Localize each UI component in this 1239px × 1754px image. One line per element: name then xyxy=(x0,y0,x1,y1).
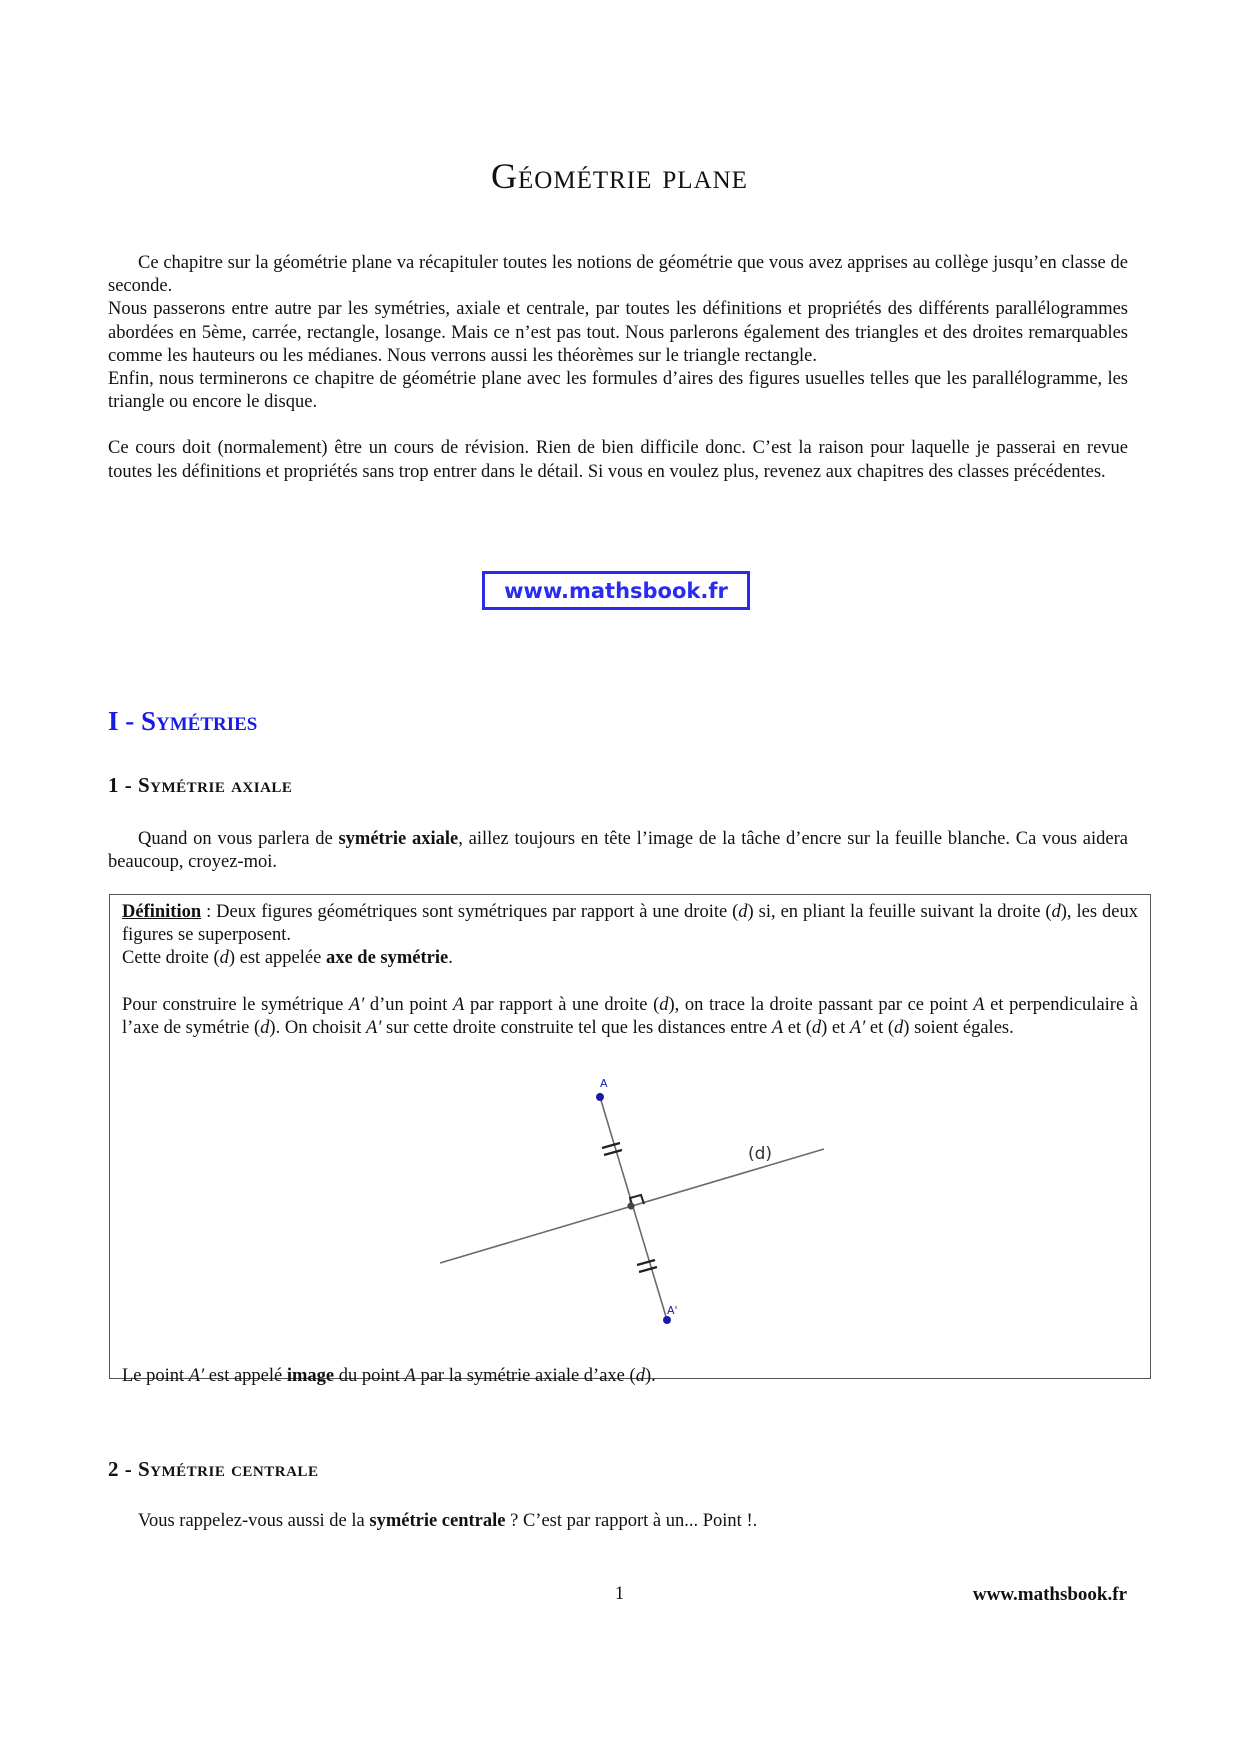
construct-text: par rapport à une droite ( xyxy=(464,994,660,1015)
intro-bold-term: symétrie axiale xyxy=(338,829,459,849)
website-link-box[interactable]: www.mathsbook.fr xyxy=(482,571,750,610)
var-d: d xyxy=(260,1017,270,1038)
construct-text: sur cette droite construite tel que les distances entre xyxy=(381,1017,772,1038)
definition-axe-term: axe de symétrie xyxy=(325,948,449,969)
equal-marks-bottom xyxy=(637,1260,657,1272)
definition-label: Définition xyxy=(122,902,202,922)
definition-line2-c: . xyxy=(448,948,453,969)
conclusion-text: du point xyxy=(334,1365,405,1386)
definition-line2-b: ) est appelée xyxy=(228,948,326,969)
page-title: Géométrie plane xyxy=(491,156,748,196)
intro-text-after: , aillez toujours en tête l’image de la tâche d’encre sur la feuille blanche. Ca vous aidera beaucoup, croyez-moi. xyxy=(108,829,1128,873)
point-a-prime xyxy=(663,1316,671,1324)
centrale-text-before: Vous rappelez-vous aussi de la xyxy=(138,1511,370,1531)
var-a: A xyxy=(453,994,465,1015)
definition-conclusion xyxy=(122,1346,1138,1406)
var-d: d xyxy=(894,1017,904,1038)
label-line-d: (d) xyxy=(748,1144,773,1164)
point-a xyxy=(596,1093,604,1101)
subsection-title-symetrie-centrale: 2 - Symétrie centrale xyxy=(108,1457,319,1481)
var-a-prime: A′ xyxy=(849,1017,866,1038)
intersection-point xyxy=(627,1202,634,1209)
var-d: d xyxy=(811,1017,822,1038)
label-point-a: A xyxy=(600,1077,608,1090)
construct-text: ). On choisit xyxy=(269,1017,367,1038)
conclusion-text: par la symétrie axiale d’axe ( xyxy=(415,1365,636,1386)
construct-text: d’un point xyxy=(364,994,454,1015)
equal-marks-top xyxy=(602,1143,622,1155)
symetrie-centrale-intro xyxy=(108,1510,1128,1533)
section-title-symetries: I - Symétries xyxy=(108,706,258,736)
construct-text: ) et xyxy=(821,1017,850,1038)
definition-line2-a: Cette droite ( xyxy=(122,948,220,969)
construct-text: et perpendiculaire à l’axe de symétrie ( xyxy=(122,994,1138,1038)
subsection-title-symetrie-axiale: 1 - Symétrie axiale xyxy=(108,773,293,797)
var-a: A xyxy=(973,994,985,1015)
centrale-text-after: ? C’est par rapport à un... Point !. xyxy=(505,1511,758,1531)
intro-paragraph-2: Nous passerons entre autre par les symétries, axiale et centrale, par toutes les définitions et propriétés des différents parallélogrammes abordées en 5ème, carrée, rectangle, losange. Mais ce n’est pas tout. Nous parlerons également des triangles et des droites remarquables comme les hauteurs ou les médianes. Nous verrons aussi les théorèmes sur le triangle rectangle. xyxy=(108,299,1128,366)
definition-line1-b: ) si, en pliant la feuille suivant la droite ( xyxy=(747,902,1052,922)
footer-website-link[interactable]: www.mathsbook.fr xyxy=(972,1584,1127,1605)
page-number: 1 xyxy=(614,1584,625,1604)
construct-text: et ( xyxy=(783,1017,812,1038)
intro-paragraph-3: Enfin, nous terminerons ce chapitre de géométrie plane avec les formules d’aires des figures usuelles telles que les parallélogramme, les triangle ou encore le disque. xyxy=(108,369,1128,413)
conclusion-text: ). xyxy=(644,1365,656,1386)
var-a-prime: A′ xyxy=(366,1017,382,1038)
conclusion-text: est appelé xyxy=(204,1365,287,1386)
construct-text: Pour construire le symétrique xyxy=(122,994,349,1015)
image-term: image xyxy=(286,1365,335,1386)
label-point-a-prime: A' xyxy=(667,1304,678,1317)
var-d: d xyxy=(635,1365,645,1386)
intro-paragraph-1: Ce chapitre sur la géométrie plane va récapituler toutes les notions de géométrie que vous avez apprises au collège jusqu’en classe de seconde. xyxy=(108,253,1128,297)
symmetry-figure xyxy=(110,895,1150,1378)
construct-text: ), on trace la droite passant par ce point xyxy=(668,994,974,1015)
construct-text: ) soient égales. xyxy=(903,1017,1014,1038)
var-a-prime: A′ xyxy=(348,994,365,1015)
intro-paragraph-4: Ce cours doit (normalement) être un cours de révision. Rien de bien difficile donc. C’est la raison pour laquelle je passerai en revue toutes les définitions et propriétés sans trop entrer dans le détail. Si vous en voulez plus, revenez aux chapitres des classes précédentes. xyxy=(108,438,1128,482)
var-a-prime: A′ xyxy=(188,1365,205,1386)
construct-text: et ( xyxy=(865,1017,895,1038)
centrale-bold-term: symétrie centrale xyxy=(369,1511,506,1531)
var-a: A xyxy=(771,1017,784,1038)
var-d: d xyxy=(1051,902,1061,922)
intro-section xyxy=(108,252,1128,484)
definition-line1-c: ), les deux figures se superposent. xyxy=(122,902,1138,946)
var-d: d xyxy=(659,994,669,1015)
definition-box xyxy=(109,894,1151,1386)
conclusion-text: Le point xyxy=(122,1365,189,1386)
var-d: d xyxy=(738,902,748,922)
var-d: d xyxy=(219,948,229,969)
definition-line1-a: : Deux figures géométriques sont symétriques par rapport à une droite ( xyxy=(201,902,739,922)
symetrie-axiale-intro xyxy=(108,828,1128,874)
intro-text-before: Quand on vous parlera de xyxy=(138,829,339,849)
var-a: A xyxy=(404,1365,416,1386)
